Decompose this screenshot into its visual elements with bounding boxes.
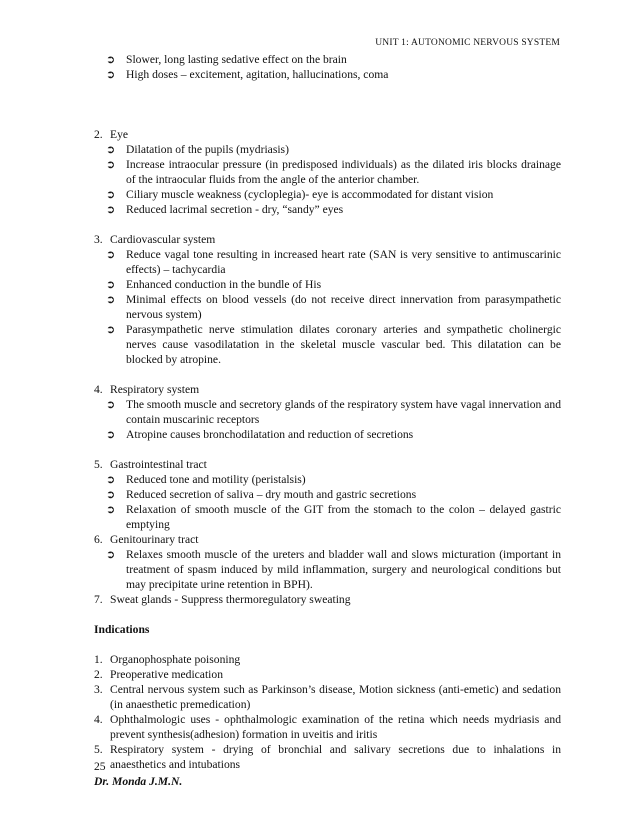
arrow-bullet-icon: ➲ (106, 488, 116, 501)
indication-number: 1. (94, 653, 103, 666)
bullet-text: Reduced lacrimal secretion - dry, “sandy” eyes (126, 203, 344, 216)
arrow-bullet-icon: ➲ (106, 473, 116, 486)
bullet-text: Dilatation of the pupils (mydriasis) (126, 143, 289, 156)
section-2 (94, 127, 561, 217)
section-number: 6. (94, 533, 103, 546)
arrow-bullet-icon: ➲ (106, 278, 116, 291)
bullet-item (94, 142, 561, 157)
section-5 (94, 457, 561, 532)
section-7 (94, 592, 561, 607)
bullet-text: Minimal effects on blood vessels (do not receive direct innervation from parasympathetic nervous system) (126, 293, 561, 321)
indication-text: Respiratory system - drying of bronchial and salivary secretions due to inhalations in anaesthetics and intubations (110, 743, 561, 771)
arrow-bullet-icon: ➲ (106, 68, 116, 81)
bullet-text: High doses – excitement, agitation, hallucinations, coma (126, 68, 389, 81)
indication-item (94, 682, 561, 712)
section-number: 2. (94, 128, 103, 141)
arrow-bullet-icon: ➲ (106, 188, 116, 201)
section-6 (94, 532, 561, 592)
indication-number: 4. (94, 713, 103, 726)
bullet-item (94, 187, 561, 202)
bullet-item (94, 277, 561, 292)
indication-text: Central nervous system such as Parkinson’s disease, Motion sickness (anti-emetic) and sedation (in anaesthetic premedication) (110, 683, 561, 711)
indication-text: Organophosphate poisoning (110, 653, 241, 666)
indication-text: Ophthalmologic uses - ophthalmologic examination of the retina which needs mydriasis and prevent synthesis(adhesion) formation in uveitis and iritis (110, 713, 561, 741)
intro-bullet-list (94, 52, 561, 82)
bullet-text: Parasympathetic nerve stimulation dilates coronary arteries and sympathetic cholinergic nerves cause vasodilatation in the skeletal muscle vascular bed. This dilatation can be blocked by atropine. (126, 323, 561, 366)
bullet-text: Relaxation of smooth muscle of the GIT from the stomach to the colon – delayed gastric emptying (126, 503, 561, 531)
indication-number: 5. (94, 743, 103, 756)
arrow-bullet-icon: ➲ (106, 248, 116, 261)
indications-heading: Indications (94, 623, 150, 636)
bullet-item (94, 427, 561, 442)
arrow-bullet-icon: ➲ (106, 398, 116, 411)
indication-item (94, 652, 561, 667)
effects-sections (94, 127, 561, 607)
arrow-bullet-icon: ➲ (106, 143, 116, 156)
arrow-bullet-icon: ➲ (106, 323, 116, 336)
author-name: Dr. Monda J.M.N. (94, 775, 183, 788)
indication-text: Preoperative medication (110, 668, 223, 681)
indication-number: 3. (94, 683, 103, 696)
bullet-item (94, 292, 561, 322)
page-content (94, 52, 561, 772)
bullet-item (94, 322, 561, 367)
section-title-text: Cardiovascular system (110, 233, 216, 246)
bullet-item (94, 202, 561, 217)
page-number: 25 (94, 760, 106, 773)
bullet-text: The smooth muscle and secretory glands of the respiratory system have vagal innervation and contain muscarinic receptors (126, 398, 561, 426)
bullet-item (94, 67, 561, 82)
section-number: 7. (94, 593, 103, 606)
bullet-text: Increase intraocular pressure (in predisposed individuals) as the dilated iris blocks drainage of the intraocular fluids from the angle of the anterior chamber. (126, 158, 561, 186)
bullet-text: Slower, long lasting sedative effect on the brain (126, 53, 347, 66)
bullet-text: Reduced tone and motility (peristalsis) (126, 473, 306, 486)
section-title (94, 532, 561, 547)
section-title (94, 127, 561, 142)
section-3 (94, 232, 561, 367)
bullet-item (94, 52, 561, 67)
section-title-text: Gastrointestinal tract (110, 458, 207, 471)
indication-number: 2. (94, 668, 103, 681)
section-title (94, 232, 561, 247)
arrow-bullet-icon: ➲ (106, 158, 116, 171)
indications-list (94, 652, 561, 772)
arrow-bullet-icon: ➲ (106, 293, 116, 306)
bullet-list (94, 397, 561, 442)
arrow-bullet-icon: ➲ (106, 428, 116, 441)
bullet-item (94, 397, 561, 427)
section-title-text: Eye (110, 128, 129, 141)
section-title (94, 382, 561, 397)
bullet-item (94, 502, 561, 532)
section-title (94, 592, 561, 607)
section-title-text: Respiratory system (110, 383, 200, 396)
section-number: 3. (94, 233, 103, 246)
bullet-list (94, 547, 561, 592)
bullet-text: Reduced secretion of saliva – dry mouth and gastric secretions (126, 488, 417, 501)
arrow-bullet-icon: ➲ (106, 203, 116, 216)
indication-item (94, 667, 561, 682)
section-number: 4. (94, 383, 103, 396)
bullet-list (94, 247, 561, 367)
arrow-bullet-icon: ➲ (106, 548, 116, 561)
bullet-list (94, 472, 561, 532)
bullet-item (94, 157, 561, 187)
bullet-item (94, 487, 561, 502)
bullet-item (94, 247, 561, 277)
section-title-text: Sweat glands - Suppress thermoregulatory sweating (110, 593, 351, 606)
bullet-item (94, 472, 561, 487)
indication-item (94, 742, 561, 772)
bullet-list (94, 142, 561, 217)
bullet-text: Enhanced conduction in the bundle of His (126, 278, 322, 291)
section-title-text: Genitourinary tract (110, 533, 199, 546)
bullet-text: Atropine causes bronchodilatation and reduction of secretions (126, 428, 414, 441)
bullet-text: Relaxes smooth muscle of the ureters and bladder wall and slows micturation (important in treatment of spasm induced by mild inflammation, surgery and neurological conditions but may precipitate urine retention in BPH). (126, 548, 561, 591)
section-number: 5. (94, 458, 103, 471)
arrow-bullet-icon: ➲ (106, 53, 116, 66)
bullet-text: Ciliary muscle weakness (cycloplegia)- eye is accommodated for distant vision (126, 188, 494, 201)
bullet-item (94, 547, 561, 592)
bullet-text: Reduce vagal tone resulting in increased heart rate (SAN is very sensitive to antimuscarinic effects) – tachycardia (126, 248, 561, 276)
indication-item (94, 712, 561, 742)
section-4 (94, 382, 561, 442)
arrow-bullet-icon: ➲ (106, 503, 116, 516)
section-title (94, 457, 561, 472)
running-header: UNIT 1: AUTONOMIC NERVOUS SYSTEM (375, 38, 560, 48)
